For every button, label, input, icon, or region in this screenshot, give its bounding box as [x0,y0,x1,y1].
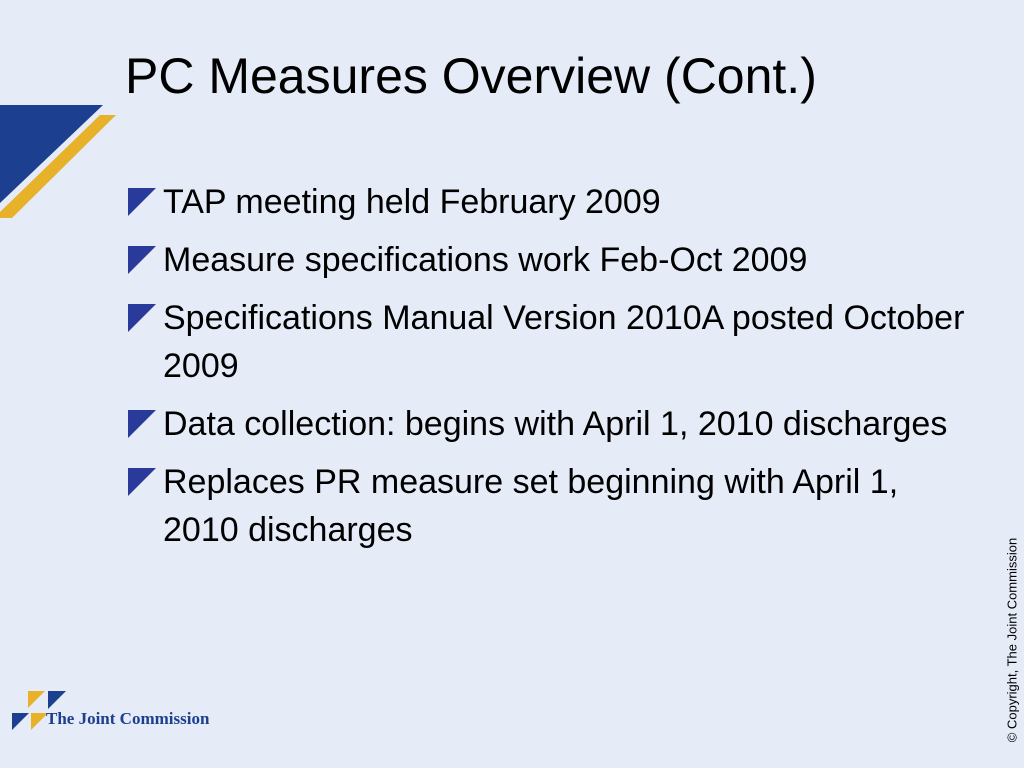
bullet-text: Specifications Manual Version 2010A posted October 2009 [163,299,965,385]
triangle-bullet-icon [128,468,156,496]
list-item [126,458,966,554]
logo-text: The Joint Commission [46,709,210,728]
list-item [126,400,966,448]
corner-stripes-graphic [0,100,116,220]
bullet-text: TAP meeting held February 2009 [163,183,661,221]
triangle-bullet-icon [128,188,156,216]
slide-title: PC Measures Overview (Cont.) [125,48,817,104]
joint-commission-logo [12,691,209,731]
triangle-bullet-icon [128,304,156,332]
bullet-text: Data collection: begins with April 1, 2010 discharges [163,405,948,443]
copyright-notice: © Copyright, The Joint Commission [1004,537,1020,743]
list-item [126,294,966,390]
bullet-text: Measure specifications work Feb-Oct 2009 [163,241,808,279]
list-item [126,236,966,284]
list-item [126,178,966,226]
triangle-bullet-icon [128,246,156,274]
bullet-list [126,178,966,564]
triangle-bullet-icon [128,410,156,438]
bullet-text: Replaces PR measure set beginning with April 1, 2010 discharges [163,463,899,549]
